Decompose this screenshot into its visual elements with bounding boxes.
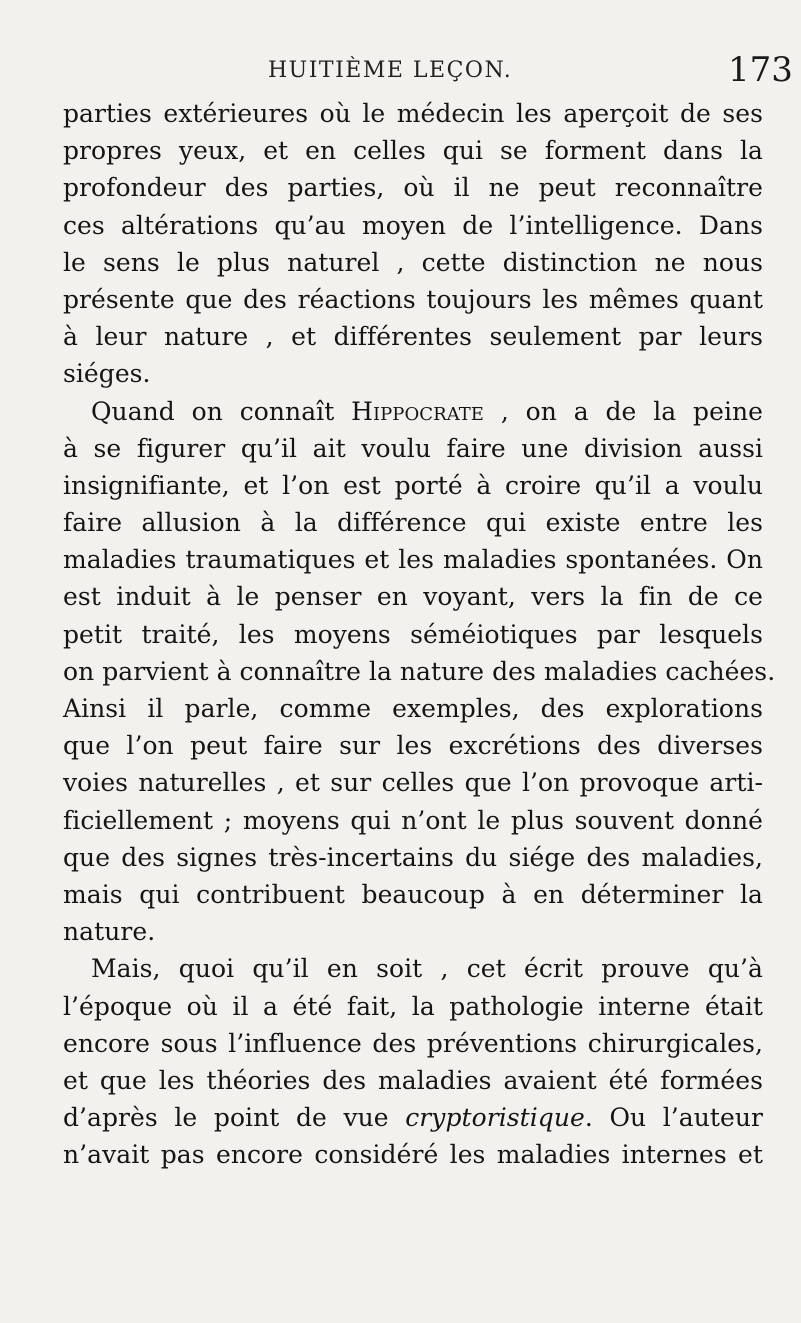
text-line: profondeur des parties, où il ne peut reconnaître — [63, 173, 763, 203]
text-line: ces altérations qu’au moyen de l’intelligence. Dans — [63, 210, 763, 240]
text-line: faire allusion à la différence qui existe entre les — [63, 508, 763, 538]
text-line: on parvient à connaître la nature des maladies cachées. — [63, 656, 776, 686]
text-line: est induit à le penser en voyant, vers la fin de ce — [63, 582, 763, 612]
italic-term: cryptoristique — [405, 1103, 585, 1133]
running-head: HUITIÈME LEÇON. — [268, 58, 513, 83]
text-line: encore sous l’influence des préventions chirurgicales, — [63, 1028, 763, 1058]
text-line — [63, 1099, 763, 1136]
text-line: maladies traumatiques et les maladies spontanées. On — [63, 545, 763, 575]
text-span: , on a de la peine — [484, 396, 763, 426]
text-line: le sens le plus naturel , cette distinction ne nous — [63, 247, 763, 277]
text-line: voies naturelles , et sur celles que l’on provoque arti- — [63, 768, 763, 798]
text-line: que des signes très-incertains du siége des maladies, — [63, 842, 763, 872]
text-line: Ainsi il parle, comme exemples, des explorations — [63, 694, 763, 723]
author-name: Hippocrate — [351, 396, 485, 426]
text-span: . Ou l’auteur — [584, 1103, 763, 1133]
text-line: parties extérieures où le médecin les aperçoit de ses — [63, 99, 763, 128]
text-line: à se figurer qu’il ait voulu faire une division aussi — [63, 433, 763, 463]
page-number: 173 — [728, 50, 793, 90]
text-line: n’avait pas encore considéré les maladies internes et — [63, 1140, 763, 1170]
text-line: mais qui contribuent beaucoup à en déterminer la — [63, 879, 763, 909]
text-line — [63, 393, 763, 430]
text-line: insignifiante, et l’on est porté à croire qu’il a voulu — [63, 470, 763, 500]
text-span: Quand on connaît — [91, 396, 352, 426]
text-line: présente que des réactions toujours les mêmes quant — [63, 284, 763, 314]
text-span: d’après le point de vue — [63, 1103, 406, 1133]
text-line: Mais, quoi qu’il en soit , cet écrit prouve qu’à — [91, 954, 763, 984]
text-line: propres yeux, et en celles qui se forment dans la — [63, 136, 763, 166]
text-line: que l’on peut faire sur les excrétions des diverses — [63, 731, 763, 761]
text-line: et que les théories des maladies avaient été formées — [63, 1065, 763, 1095]
text-line: petit traité, les moyens séméiotiques par lesquels — [63, 619, 763, 649]
body-text — [63, 95, 776, 1173]
text-line: nature. — [63, 917, 156, 947]
text-line: siéges. — [63, 359, 151, 389]
text-line: ficiellement ; moyens qui n’ont le plus souvent donné — [63, 805, 763, 835]
text-line: l’époque où il a été fait, la pathologie interne était — [63, 991, 763, 1021]
text-line: à leur nature , et différentes seulement par leurs — [63, 322, 763, 352]
